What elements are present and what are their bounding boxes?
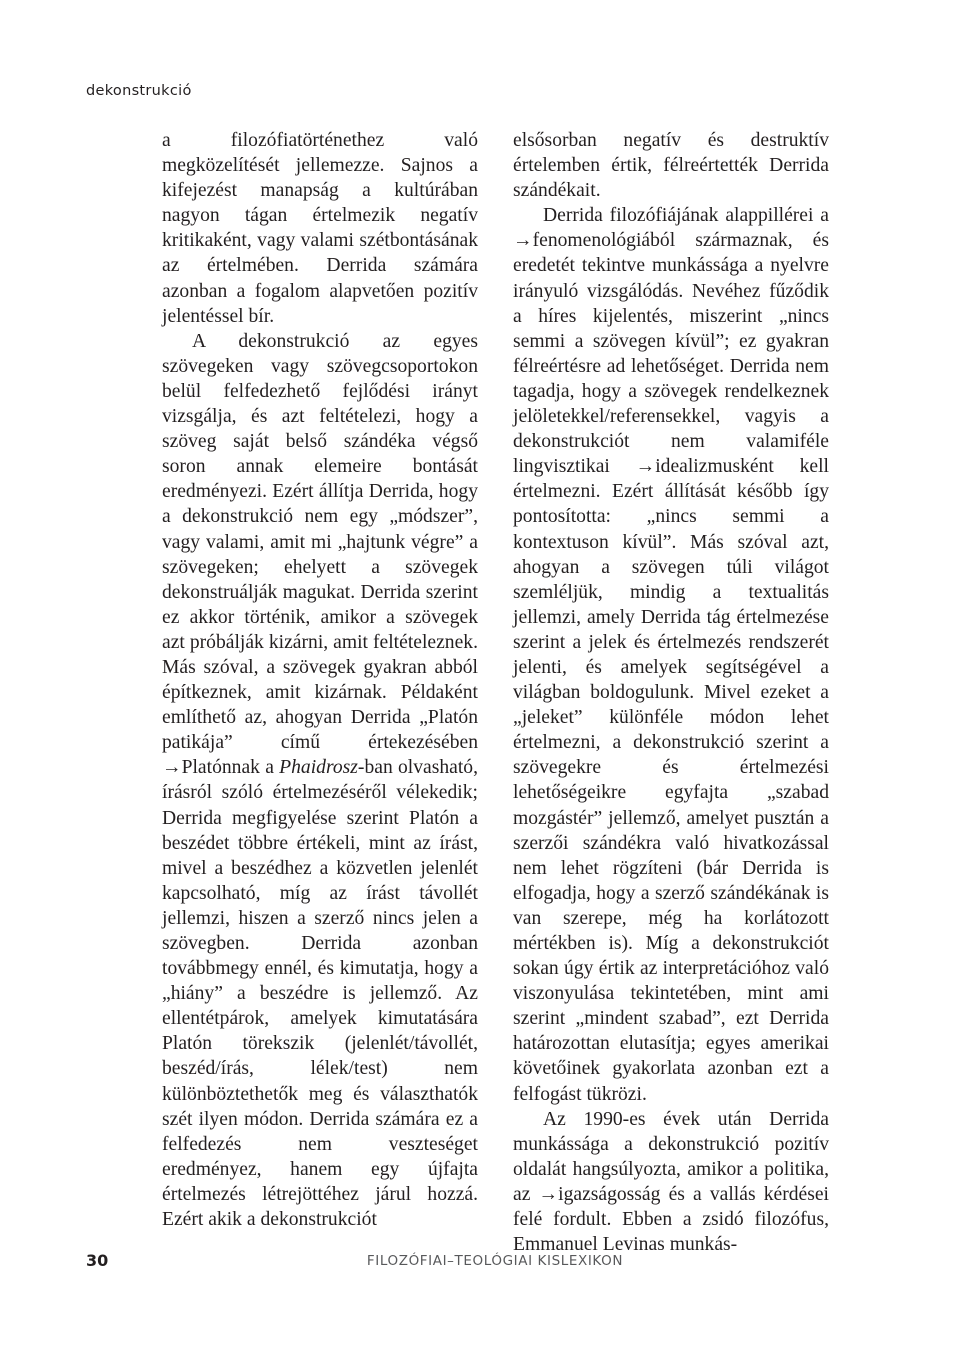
work-title-italic: Phaidrosz — [279, 757, 358, 779]
running-head: dekonstrukció — [86, 83, 192, 99]
paragraph: Az 1990-es évek után Derrida munkássága a dekonstrukció pozitív oldalát hangsúlyozta, amikor a politika, az →igazságosság és a vallás kérdései felé fordult. Ebben a zsidó filozófus, Emmanuel Levinas munkás- — [513, 1108, 829, 1256]
left-column — [162, 128, 478, 1232]
paragraph — [162, 329, 478, 1232]
paragraph-text: -ban olvasható, írásról szóló értelmezéséről vélekedik; Derrida megfigyelése szerint Platón a beszédet többre értékeli, mint az írást, mivel a beszédhez a közvetlen jelenlét kapcsolható, míg az írást távollét jellemzi, hiszen a szerző nincs jelen a szövegben. Derrida azonban továbbmegy ennél, és kimutatja, hogy a „hiány” a beszédre is jellemző. Az ellentétpárok, amelyek kimutatására Platón törekszik (jelenlét/távollét, beszéd/írás, lélek/test) nem különböztethetők meg és választhatók szét ilyen módon. Derrida számára ez a felfedezés nem veszteséget eredményez, hanem egy újfajta értelmezés létrejöttéhez járul hozzá. Ezért akik a dekonstrukciót — [162, 757, 478, 1231]
paragraph-text: A dekonstrukció az egyes szövegeken vagy szövegcsoportokon belül felfedezhető fejlődési irányt vizsgálja, és azt feltételezi, hogy a szöveg saját belső szándéka végső soron annak elemeire bontását eredményezi. Ezért állítja Derrida, hogy a dekonstrukció nem egy „módszer”, vagy valami, amit mi „hajtunk végre” a szövegeken; ehelyett a szövegek dekonstruálják magukat. Derrida szerint ez akkor történik, amikor a szövegek azt próbálják kizárni, amit feltételeznek. Más szóval, a szövegek gyakran abból építkeznek, amit kizárnak. Példaként említhető az, ahogyan Derrida „Platón patikája” című értekezésében →Platónnak a — [162, 330, 478, 779]
paragraph: a filozófiatörténethez való megközelítését jellemezze. Sajnos a kifejezést manapság a kultúrában nagyon tágan értelmezik negatív kritikaként, vagy valami szétbontásának az értelmében. Derrida számára azonban a fogalom alapvetően pozitív jelentéssel bír. — [162, 130, 478, 327]
paragraph: elsősorban negatív és destruktív értelemben értik, félreértették Derrida szándékait. — [513, 130, 829, 202]
right-column — [513, 128, 829, 1257]
page-number: 30 — [86, 1251, 109, 1270]
footer-book-title: FILOZÓFIAI–TEOLÓGIAI KISLEXIKON — [366, 1253, 624, 1269]
paragraph: Derrida filozófiájának alappillérei a →fenomenológiából származnak, és eredetét tekintve munkássága a nyelvre irányuló vizsgálódás. Nevéhez fűződik a híres kijelentés, miszerint „nincs semmi a szövegen kívül”; ez gyakran félreértésre ad lehetőséget. Derrida nem tagadja, hogy a szövegek rendelkeznek jelöletekkel/referensekkel, vagyis a dekonstrukciót nem valamiféle lingvisztikai →idealizmusként kell értelmezni. Ezért állítását később így pontosította: „nincs semmi a kontextuson kívül”. Más szóval azt, ahogyan a szövegen túli világot szemléljük, mindig a textualitás jellemzi, amely Derrida tág értelmezése szerint a jelek és értelmezés rendszerét jelenti, és amelyek segítségével a világban boldogulunk. Mivel ezeket a „jeleket” különféle módon lehet értelmezni, a dekonstrukció szerint a szövegekre és értelmezési lehetőségeikre egyfajta „szabad mozgástér” jellemző, amelyet pusztán a szerzői szándékra való hivatkozással nem lehet rögzíteni (bár Derrida is elfogadja, hogy a szerző szándékának is van szerepe, még ha korlátozott mértékben is). Míg a dekonstrukciót sokan úgy értik az interpretációhoz való viszonyulása tekintetében, mint ami szerint „mindent szabad”, ezt Derrida határozottan elutasítja; egyes amerikai követőinek gyakorlata azonban ezt a felfogást tükrözi. — [513, 205, 829, 1105]
